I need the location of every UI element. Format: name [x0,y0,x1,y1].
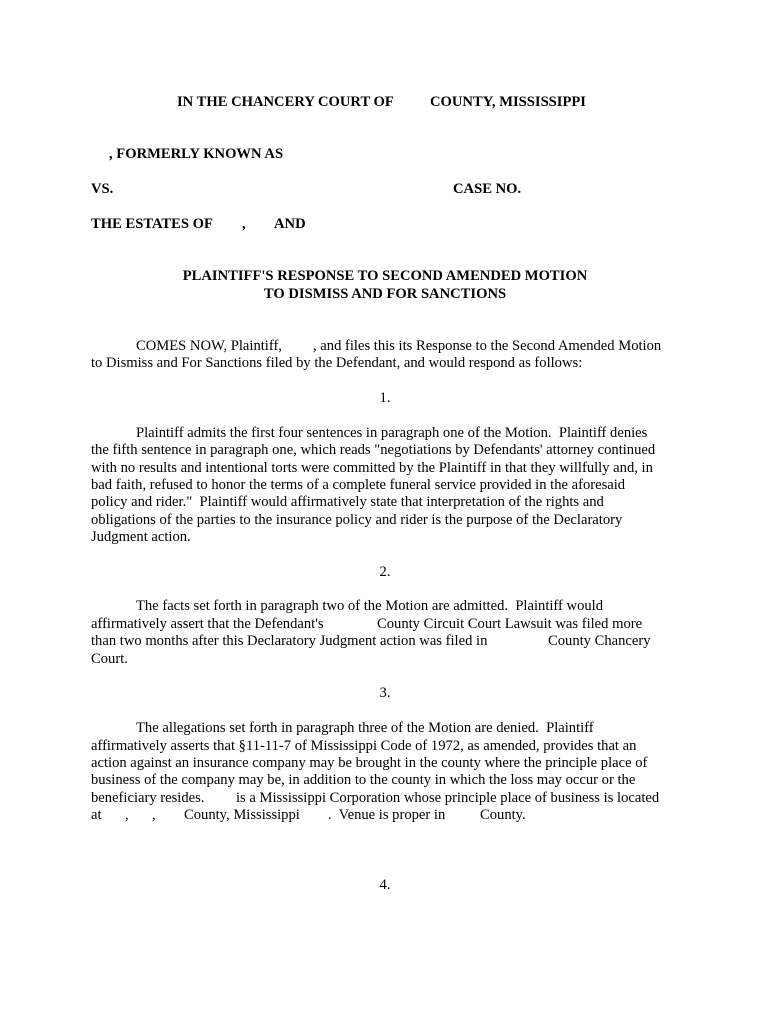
section-3-line-6e: . Venue is proper in [328,807,446,823]
section-3-line-6b: , [125,807,129,823]
section-3-line-3: action against an insurance company may be brought in the county where the principle place of [91,755,648,771]
section-1-line-4: bad faith, refused to honor the terms of a complete funeral service provided in the aforesaid [91,477,626,493]
section-2-number: 2. [379,564,391,580]
court-heading-right: COUNTY, MISSISSIPPI [430,94,586,110]
estates-comma: , [242,216,246,232]
estates-of-label: THE ESTATES OF [91,216,213,232]
section-2-line-1: The facts set forth in paragraph two of the Motion are admitted. Plaintiff would [136,598,604,614]
section-2-line-3a: than two months after this Declaratory Judgment action was filed in [91,633,488,649]
section-1-line-2: the fifth sentence in paragraph one, which reads "negotiations by Defendants' attorney continued [91,442,656,458]
section-1-line-6: obligations of the parties to the insurance policy and rider is the purpose of the Declaratory [91,512,623,528]
section-3-number: 3. [379,685,391,701]
section-2-line-2a: affirmatively assert that the Defendant's [91,616,324,632]
section-2-line-3b: County Chancery [548,633,651,649]
section-4-number: 4. [379,877,391,893]
intro-line-1b: , and files this its Response to the Second Amended Motion [313,338,662,354]
document-title-line-1: PLAINTIFF'S RESPONSE TO SECOND AMENDED MOTION [182,268,588,284]
intro-line-2: to Dismiss and For Sanctions filed by the Defendant, and would respond as follows: [91,355,583,371]
section-3-line-5b: is a Mississippi Corporation whose principle place of business is located [236,790,660,806]
section-1-line-3: with no results and intentional torts were committed by the Plaintiff in that they willfully and, in [91,460,653,476]
formerly-known-as: , FORMERLY KNOWN AS [109,146,284,162]
section-1-line-7: Judgment action. [91,529,191,545]
section-3-line-6d: County, Mississippi [184,807,300,823]
section-3-line-5a: beneficiary resides. [91,790,205,806]
versus-label: VS. [91,181,114,197]
section-3-line-6c: , [152,807,156,823]
section-1-line-5: policy and rider." Plaintiff would affirmatively state that interpretation of the rights and [91,494,604,510]
document-title-line-2: TO DISMISS AND FOR SANCTIONS [263,286,507,302]
intro-line-1a: COMES NOW, Plaintiff, [136,338,282,354]
court-heading-left: IN THE CHANCERY COURT OF [177,94,394,110]
section-1-line-1: Plaintiff admits the first four sentences in paragraph one of the Motion. Plaintiff denies [136,425,648,441]
section-3-line-6f: County. [480,807,526,823]
estates-and: AND [274,216,306,232]
section-3-line-6a: at [91,807,102,823]
section-1-number: 1. [379,390,391,406]
section-3-line-1: The allegations set forth in paragraph three of the Motion are denied. Plaintiff [136,720,594,736]
case-number-label: CASE NO. [453,181,522,197]
section-2-line-2b: County Circuit Court Lawsuit was filed more [377,616,643,632]
section-3-line-4: business of the company may be, in addition to the county in which the loss may occur or the [91,772,636,788]
section-3-line-2: affirmatively asserts that §11-11-7 of Mississippi Code of 1972, as amended, provides that an [91,738,637,754]
section-2-line-4: Court. [91,651,128,667]
